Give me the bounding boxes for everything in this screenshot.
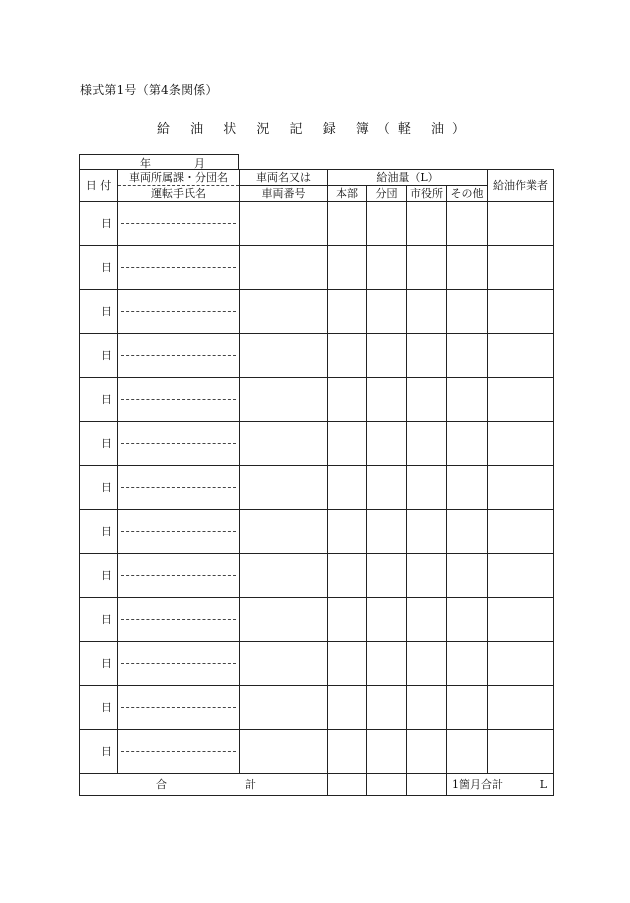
bundan-cell[interactable] (367, 246, 407, 290)
operator-cell[interactable] (488, 510, 554, 554)
total-shiyakusho[interactable] (407, 774, 447, 796)
sonota-cell[interactable] (447, 202, 488, 246)
total-label-left: 合 (156, 778, 167, 791)
vehicle-cell[interactable] (240, 334, 328, 378)
fuel-log-table (79, 169, 554, 796)
operator-cell[interactable] (488, 642, 554, 686)
shiyakusho-cell[interactable] (407, 422, 447, 466)
table-row (80, 554, 554, 598)
shiyakusho-cell[interactable] (407, 642, 447, 686)
vehicle-header-line2: 車両番号 (240, 186, 328, 202)
honbu-header: 本部 (328, 186, 367, 202)
bundan-cell[interactable] (367, 598, 407, 642)
day-cell[interactable]: 日 (80, 246, 118, 290)
dashed-divider (121, 663, 236, 664)
operator-header: 給油作業者 (488, 170, 554, 202)
total-honbu[interactable] (328, 774, 367, 796)
table-row (80, 510, 554, 554)
day-cell[interactable]: 日 (80, 598, 118, 642)
shiyakusho-cell[interactable] (407, 466, 447, 510)
year-month-box (79, 154, 239, 169)
dashed-divider (121, 355, 236, 356)
dashed-divider (121, 751, 236, 752)
total-label-right: 計 (245, 778, 256, 791)
vehicle-cell[interactable] (240, 290, 328, 334)
vehicle-header-line1: 車両名又は (240, 170, 328, 186)
vehicle-cell[interactable] (240, 202, 328, 246)
header-row-1 (80, 170, 554, 186)
honbu-cell[interactable] (328, 202, 367, 246)
shiyakusho-cell[interactable] (407, 202, 447, 246)
month-total-label: 1箇月合計 (452, 778, 503, 791)
bundan-cell[interactable] (367, 554, 407, 598)
sonota-cell[interactable] (447, 290, 488, 334)
fuel-amount-header: 給油量（L） (328, 170, 488, 186)
honbu-cell[interactable] (328, 510, 367, 554)
operator-cell[interactable] (488, 730, 554, 774)
vehicle-cell[interactable] (240, 422, 328, 466)
sonota-cell[interactable] (447, 466, 488, 510)
bundan-cell[interactable] (367, 730, 407, 774)
dept-header: 車両所属課・分団名 (118, 170, 240, 186)
sonota-cell[interactable] (447, 730, 488, 774)
dept-driver-cell[interactable] (118, 466, 240, 510)
dept-driver-cell[interactable] (118, 290, 240, 334)
day-cell[interactable]: 日 (80, 378, 118, 422)
table-row (80, 290, 554, 334)
honbu-cell[interactable] (328, 598, 367, 642)
shiyakusho-cell[interactable] (407, 334, 447, 378)
operator-cell[interactable] (488, 202, 554, 246)
day-cell[interactable]: 日 (80, 510, 118, 554)
form-title: 給 油 状 況 記 録 簿（軽 油） (157, 122, 473, 137)
bundan-cell[interactable] (367, 290, 407, 334)
honbu-cell[interactable] (328, 334, 367, 378)
table-row (80, 686, 554, 730)
day-cell[interactable]: 日 (80, 290, 118, 334)
month-total-cell[interactable] (447, 774, 554, 796)
day-cell[interactable]: 日 (80, 422, 118, 466)
sonota-cell[interactable] (447, 686, 488, 730)
honbu-cell[interactable] (328, 466, 367, 510)
shiyakusho-cell[interactable] (407, 730, 447, 774)
vehicle-cell[interactable] (240, 642, 328, 686)
date-header: 日 付 (80, 170, 118, 202)
honbu-cell[interactable] (328, 378, 367, 422)
dept-driver-cell[interactable] (118, 202, 240, 246)
sonota-cell[interactable] (447, 510, 488, 554)
table-row (80, 730, 554, 774)
dept-driver-cell[interactable] (118, 730, 240, 774)
shiyakusho-cell[interactable] (407, 378, 447, 422)
vehicle-cell[interactable] (240, 510, 328, 554)
dept-driver-cell[interactable] (118, 378, 240, 422)
honbu-cell[interactable] (328, 290, 367, 334)
vehicle-cell[interactable] (240, 598, 328, 642)
table-row (80, 422, 554, 466)
bundan-cell[interactable] (367, 642, 407, 686)
bundan-cell[interactable] (367, 378, 407, 422)
operator-cell[interactable] (488, 554, 554, 598)
table-row (80, 466, 554, 510)
dept-driver-cell[interactable] (118, 510, 240, 554)
dashed-divider (121, 311, 236, 312)
bundan-cell[interactable] (367, 510, 407, 554)
dashed-divider (121, 575, 236, 576)
header-row-2 (80, 186, 554, 202)
sonota-cell[interactable] (447, 422, 488, 466)
shiyakusho-cell[interactable] (407, 246, 447, 290)
operator-cell[interactable] (488, 466, 554, 510)
bundan-cell[interactable] (367, 422, 407, 466)
sonota-cell[interactable] (447, 334, 488, 378)
dashed-divider (121, 707, 236, 708)
table-row (80, 334, 554, 378)
dept-driver-cell[interactable] (118, 246, 240, 290)
shiyakusho-cell[interactable] (407, 510, 447, 554)
total-row (80, 774, 554, 796)
table-row (80, 246, 554, 290)
dashed-divider (121, 267, 236, 268)
dept-driver-cell[interactable] (118, 598, 240, 642)
vehicle-cell[interactable] (240, 378, 328, 422)
sonota-cell[interactable] (447, 554, 488, 598)
honbu-cell[interactable] (328, 686, 367, 730)
bundan-cell[interactable] (367, 686, 407, 730)
shiyakusho-cell[interactable] (407, 686, 447, 730)
bundan-cell[interactable] (367, 466, 407, 510)
day-cell[interactable]: 日 (80, 642, 118, 686)
operator-cell[interactable] (488, 686, 554, 730)
dashed-divider (121, 399, 236, 400)
operator-cell[interactable] (488, 334, 554, 378)
dept-driver-cell[interactable] (118, 334, 240, 378)
shiyakusho-cell[interactable] (407, 290, 447, 334)
total-label (80, 774, 328, 796)
vehicle-cell[interactable] (240, 686, 328, 730)
dashed-divider (121, 443, 236, 444)
honbu-cell[interactable] (328, 554, 367, 598)
sonota-header: その他 (447, 186, 488, 202)
sonota-cell[interactable] (447, 378, 488, 422)
year-label: 年 (140, 157, 151, 170)
shiyakusho-header: 市役所 (407, 186, 447, 202)
dashed-divider (121, 487, 236, 488)
bundan-cell[interactable] (367, 334, 407, 378)
total-bundan[interactable] (367, 774, 407, 796)
shiyakusho-cell[interactable] (407, 554, 447, 598)
dashed-divider (121, 619, 236, 620)
day-cell[interactable]: 日 (80, 730, 118, 774)
operator-cell[interactable] (488, 422, 554, 466)
bundan-header: 分団 (367, 186, 407, 202)
honbu-cell[interactable] (328, 642, 367, 686)
day-cell[interactable]: 日 (80, 686, 118, 730)
vehicle-cell[interactable] (240, 466, 328, 510)
vehicle-cell[interactable] (240, 554, 328, 598)
operator-cell[interactable] (488, 378, 554, 422)
vehicle-cell[interactable] (240, 246, 328, 290)
dept-driver-cell[interactable] (118, 642, 240, 686)
month-total-unit: L (539, 778, 547, 791)
table-row (80, 598, 554, 642)
month-label: 月 (194, 157, 205, 170)
sonota-cell[interactable] (447, 642, 488, 686)
honbu-cell[interactable] (328, 422, 367, 466)
driver-header: 運転手氏名 (118, 186, 240, 202)
dept-driver-cell[interactable] (118, 554, 240, 598)
bundan-cell[interactable] (367, 202, 407, 246)
operator-cell[interactable] (488, 246, 554, 290)
operator-cell[interactable] (488, 598, 554, 642)
honbu-cell[interactable] (328, 246, 367, 290)
sonota-cell[interactable] (447, 246, 488, 290)
table-row (80, 642, 554, 686)
dashed-divider (121, 223, 236, 224)
day-cell[interactable]: 日 (80, 202, 118, 246)
day-cell[interactable]: 日 (80, 466, 118, 510)
dept-driver-cell[interactable] (118, 686, 240, 730)
day-cell[interactable]: 日 (80, 334, 118, 378)
sonota-cell[interactable] (447, 598, 488, 642)
day-cell[interactable]: 日 (80, 554, 118, 598)
table-row (80, 202, 554, 246)
shiyakusho-cell[interactable] (407, 598, 447, 642)
operator-cell[interactable] (488, 290, 554, 334)
form-number: 様式第1号（第4条関係） (80, 83, 218, 97)
dept-driver-cell[interactable] (118, 422, 240, 466)
dashed-divider (121, 531, 236, 532)
honbu-cell[interactable] (328, 730, 367, 774)
table-row (80, 378, 554, 422)
vehicle-cell[interactable] (240, 730, 328, 774)
